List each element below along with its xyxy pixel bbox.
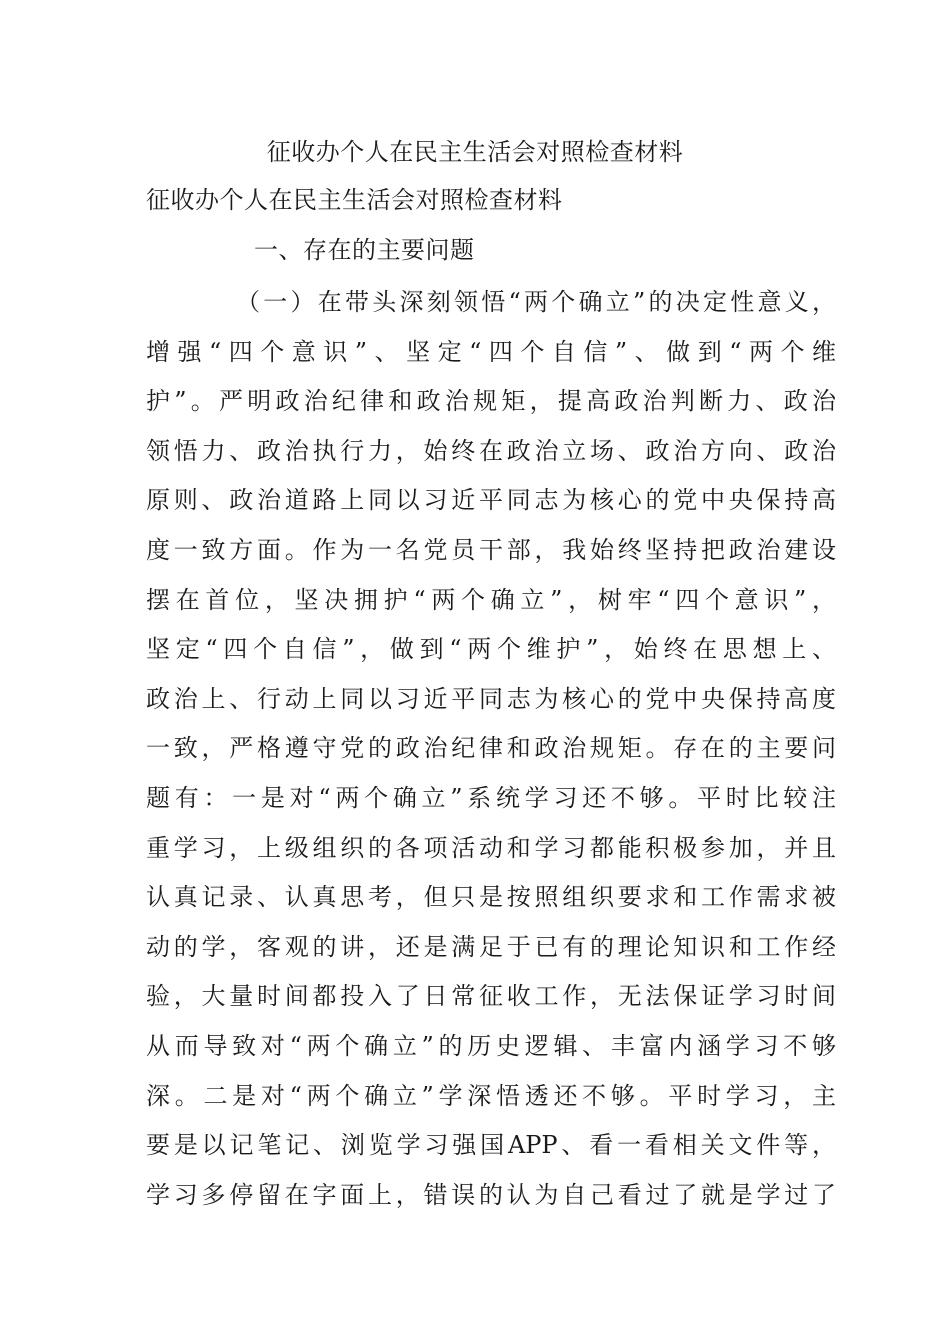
body-line: 验，大量时间都投入了日常征收工作，无法保证学习时间 bbox=[146, 982, 836, 1011]
body-paragraph bbox=[146, 284, 836, 1226]
body-line: 一致，严格遵守党的政治纪律和政治规矩。存在的主要问 bbox=[146, 734, 836, 763]
body-line: （一）在带头深刻领悟“两个确立”的决定性意义， bbox=[236, 288, 836, 316]
body-line: 护”。严明政治纪律和政治规矩，提高政治判断力、政治 bbox=[146, 387, 836, 416]
body-line: 度一致方面。作为一名党员干部，我始终坚持把政治建设 bbox=[146, 535, 836, 564]
body-line: 从而导致对“两个确立”的历史逻辑、丰富内涵学习不够 bbox=[146, 1031, 836, 1060]
body-line: 认真记录、认真思考，但只是按照组织要求和工作需求被 bbox=[146, 883, 836, 912]
body-line: 增强“四个意识”、坚定“四个自信”、做到“两个维 bbox=[146, 337, 836, 366]
body-line: 摆在首位，坚决拥护“两个确立”，树牢“四个意识”， bbox=[146, 585, 836, 614]
body-line: 题有：一是对“两个确立”系统学习还不够。平时比较注 bbox=[146, 783, 836, 812]
section-heading: 一、存在的主要问题 bbox=[254, 236, 475, 264]
body-line: 坚定“四个自信”，做到“两个维护”，始终在思想上、 bbox=[146, 635, 836, 664]
body-line: 领悟力、政治执行力，始终在政治立场、政治方向、政治 bbox=[146, 436, 836, 465]
body-line: 重学习，上级组织的各项活动和学习都能积极参加，并且 bbox=[146, 833, 836, 862]
body-line: 政治上、行动上同以习近平同志为核心的党中央保持高度 bbox=[146, 684, 836, 713]
body-line: 原则、政治道路上同以习近平同志为核心的党中央保持高 bbox=[146, 486, 836, 515]
body-line: 要是以记笔记、浏览学习强国APP、看一看相关文件等， bbox=[146, 1131, 836, 1160]
document-subtitle: 征收办个人在民主生活会对照检查材料 bbox=[146, 186, 563, 214]
body-line: 学习多停留在字面上，错误的认为自己看过了就是学过了 bbox=[146, 1180, 836, 1209]
body-line: 动的学，客观的讲，还是满足于已有的理论知识和工作经 bbox=[146, 932, 836, 961]
document-title: 征收办个人在民主生活会对照检查材料 bbox=[266, 138, 684, 166]
body-line: 深。二是对“两个确立”学深悟透还不够。平时学习，主 bbox=[146, 1081, 836, 1110]
